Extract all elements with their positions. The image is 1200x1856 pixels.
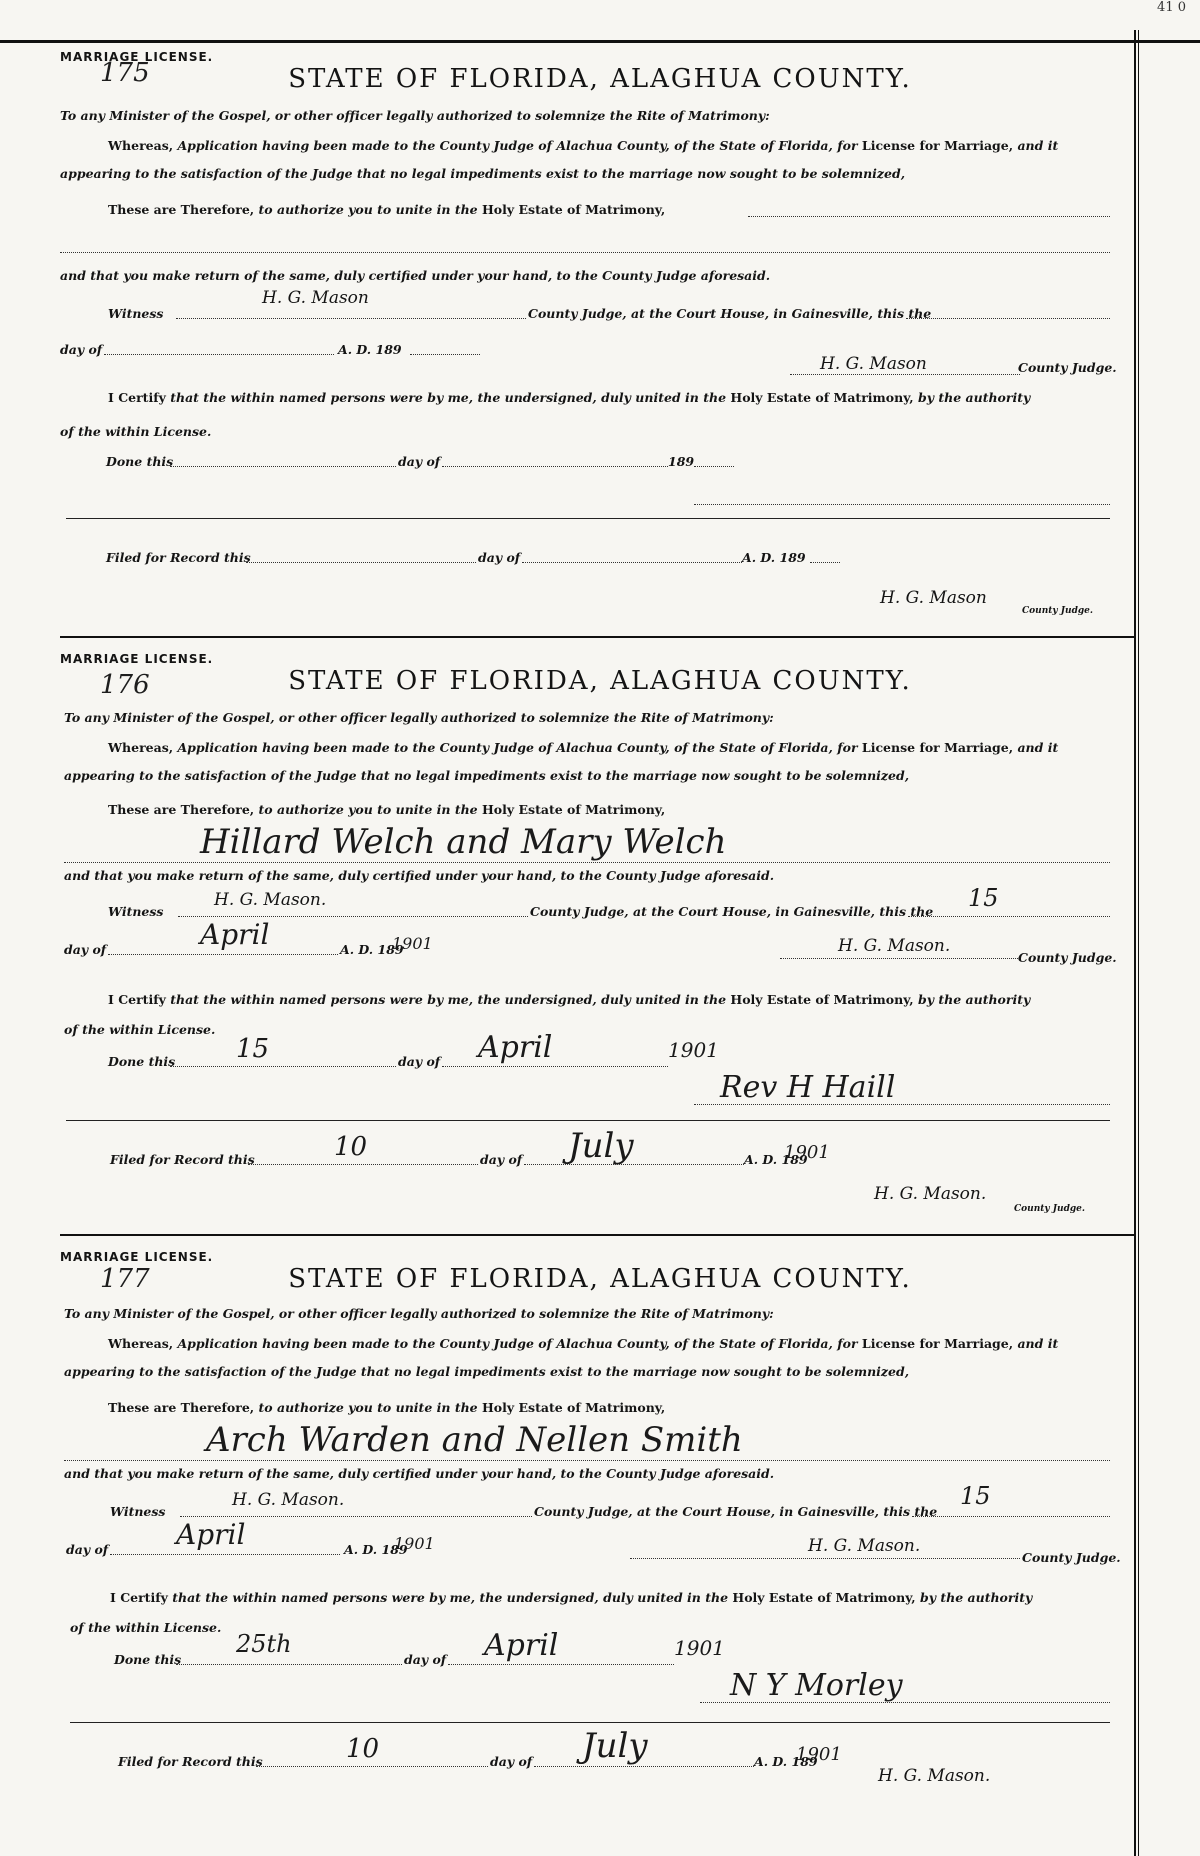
filed-ad-label: A. D. 189 — [742, 550, 806, 565]
page-number: 41 0 — [1157, 0, 1186, 15]
filed-day-of-label: day of — [490, 1754, 533, 1769]
month-blank — [108, 954, 338, 955]
filed-year-blank — [810, 562, 840, 563]
done-year: 1901 — [668, 1038, 719, 1062]
done-month-blank — [442, 1066, 668, 1067]
divider-rule — [70, 1722, 1110, 1723]
filed-year: 1901 — [784, 1142, 830, 1163]
done-day-blank — [170, 1066, 396, 1067]
names-blank-1 — [748, 216, 1110, 217]
divider-rule — [66, 1120, 1110, 1121]
done-month: April — [478, 1030, 553, 1065]
judge-signature: H. G. Mason. — [838, 936, 951, 956]
certify-line: I Certify that the within named persons were by me, the undersigned, duly united in the Holy Estate of Matrimony, by the authority — [108, 390, 1031, 405]
filed-ad-label: A. D. 189 — [754, 1754, 818, 1769]
done-year-label: 189 — [668, 454, 695, 469]
county-judge-court-line: County Judge, at the Court House, in Gainesville, this the — [530, 904, 934, 919]
done-this-label: Done this — [106, 454, 174, 469]
these-line: These are Therefore, to authorize you to unite in the Holy Estate of Matrimony, — [108, 202, 666, 217]
witness-label: Witness — [110, 1504, 166, 1519]
witness-day: 15 — [960, 1482, 991, 1510]
names-blank-2 — [60, 252, 1110, 253]
filed-label: Filed for Record this — [118, 1754, 263, 1769]
filed-day: 10 — [334, 1132, 368, 1162]
ad-label: A. D. 189 — [340, 942, 404, 957]
filed-judge-signature: H. G. Mason. — [874, 1184, 987, 1204]
county-judge-small: County Judge. — [1014, 1204, 1086, 1214]
officiant-signature: Rev H Haill — [720, 1070, 896, 1105]
filed-day-blank — [246, 562, 476, 563]
judge-signature: H. G. Mason. — [808, 1536, 921, 1556]
judge-blank — [780, 958, 1020, 959]
county-judge-label: County Judge. — [1018, 360, 1117, 375]
within-license-line: of the within License. — [60, 424, 212, 439]
done-day: 15 — [236, 1034, 270, 1064]
within-license-line: of the within License. — [64, 1022, 216, 1037]
ad-label: A. D. 189 — [344, 1542, 408, 1557]
license-number: 175 — [100, 58, 150, 88]
whereas-line: Whereas, Application having been made to the County Judge of Alachua County, of the State of Florida, for License for Marriage, and it — [108, 740, 1059, 755]
witness-blank — [178, 916, 528, 917]
appearing-line: appearing to the satisfaction of the Judge that no legal impediments exist to the marriage now sought to be solemnized, — [64, 768, 910, 783]
officiant-signature: N Y Morley — [730, 1668, 903, 1703]
marriage-license-label: MARRIAGE LICENSE. — [60, 1250, 214, 1264]
return-line: and that you make return of the same, duly certified under your hand, to the County Judge aforesaid. — [64, 1466, 775, 1481]
done-this-label: Done this — [108, 1054, 176, 1069]
certify-line: I Certify that the within named persons were by me, the undersigned, duly united in the Holy Estate of Matrimony, by the authority — [108, 992, 1031, 1007]
done-month: April — [484, 1628, 559, 1663]
filed-label: Filed for Record this — [110, 1152, 255, 1167]
these-line: These are Therefore, to authorize you to unite in the Holy Estate of Matrimony, — [108, 802, 666, 817]
witness-day-blank — [912, 1516, 1110, 1517]
filed-judge-signature: H. G. Mason. — [878, 1766, 991, 1786]
witness-label: Witness — [108, 904, 164, 919]
to-any-line: To any Minister of the Gospel, or other officer legally authorized to solemnize the Rite of Matrimony: — [64, 710, 774, 725]
day-of-label: day of — [60, 342, 103, 357]
filed-month-blank — [524, 1164, 744, 1165]
filed-month: July — [568, 1126, 634, 1166]
section-divider-1 — [60, 636, 1134, 638]
license-year: 1901 — [392, 934, 433, 953]
county-judge-small: County Judge. — [1022, 606, 1094, 616]
witness-day-blank — [906, 318, 1110, 319]
filed-day-blank — [256, 1766, 488, 1767]
right-margin-rule-2 — [1138, 30, 1139, 1856]
divider-rule — [66, 518, 1110, 519]
county-judge-label: County Judge. — [1022, 1550, 1121, 1565]
section-divider-2 — [60, 1234, 1134, 1236]
month-blank — [110, 1554, 340, 1555]
state-heading: STATE OF FLORIDA, ALAGHUA COUNTY. — [288, 1264, 912, 1294]
officiant-blank — [700, 1702, 1110, 1703]
filed-judge-signature: H. G. Mason — [880, 588, 987, 608]
done-day-blank — [176, 1664, 402, 1665]
to-any-line: To any Minister of the Gospel, or other officer legally authorized to solemnize the Rite of Matrimony: — [64, 1306, 774, 1321]
return-line: and that you make return of the same, duly certified under your hand, to the County Judge aforesaid. — [64, 868, 775, 883]
filed-day-of-label: day of — [480, 1152, 523, 1167]
witness-signature: H. G. Mason — [262, 288, 369, 308]
month-blank — [104, 354, 334, 355]
done-day: 25th — [236, 1630, 292, 1658]
within-license-line: of the within License. — [70, 1620, 222, 1635]
license-number: 176 — [100, 670, 150, 700]
done-day-of-label: day of — [398, 1054, 441, 1069]
witness-day-blank — [908, 916, 1110, 917]
witness-signature: H. G. Mason. — [214, 890, 327, 910]
license-month: April — [200, 918, 270, 951]
witness-day: 15 — [968, 884, 999, 912]
officiant-blank — [694, 504, 1110, 505]
certify-line: I Certify that the within named persons were by me, the undersigned, duly united in the Holy Estate of Matrimony, by the authority — [110, 1590, 1033, 1605]
officiant-blank — [694, 1104, 1110, 1105]
county-judge-court-line: County Judge, at the Court House, in Gainesville, this the — [534, 1504, 938, 1519]
filed-label: Filed for Record this — [106, 550, 251, 565]
filed-day-of-label: day of — [478, 550, 521, 565]
couple-names: Hillard Welch and Mary Welch — [200, 822, 727, 862]
return-line: and that you make return of the same, duly certified under your hand, to the County Judge aforesaid. — [60, 268, 771, 283]
done-day-blank — [170, 466, 396, 467]
done-year-blank — [694, 466, 734, 467]
state-heading: STATE OF FLORIDA, ALAGHUA COUNTY. — [288, 666, 912, 696]
judge-blank — [630, 1558, 1020, 1559]
witness-blank — [180, 1516, 532, 1517]
done-this-label: Done this — [114, 1652, 182, 1667]
year-blank — [410, 354, 480, 355]
whereas-line: Whereas, Application having been made to the County Judge of Alachua County, of the State of Florida, for License for Marriage, and it — [108, 1336, 1059, 1351]
marriage-license-label: MARRIAGE LICENSE. — [60, 652, 214, 666]
day-of-label: day of — [64, 942, 107, 957]
names-blank — [64, 862, 1110, 863]
ad-label: A. D. 189 — [338, 342, 402, 357]
couple-names: Arch Warden and Nellen Smith — [206, 1420, 743, 1460]
filed-day-blank — [248, 1164, 478, 1165]
filed-month: July — [582, 1726, 648, 1766]
filed-month-blank — [522, 562, 742, 563]
these-line: These are Therefore, to authorize you to unite in the Holy Estate of Matrimony, — [108, 1400, 666, 1415]
done-month-blank — [448, 1664, 674, 1665]
license-number: 177 — [100, 1264, 150, 1294]
names-blank — [64, 1460, 1110, 1461]
right-margin-rule — [1134, 30, 1136, 1856]
witness-label: Witness — [108, 306, 164, 321]
judge-signature: H. G. Mason — [820, 354, 927, 374]
filed-year: 1901 — [796, 1744, 842, 1765]
appearing-line: appearing to the satisfaction of the Judge that no legal impediments exist to the marriage now sought to be solemnized, — [64, 1364, 910, 1379]
whereas-line: Whereas, Application having been made to the County Judge of Alachua County, of the State of Florida, for License for Marriage, and it — [108, 138, 1059, 153]
top-rule — [0, 40, 1200, 43]
done-day-of-label: day of — [404, 1652, 447, 1667]
to-any-line: To any Minister of the Gospel, or other officer legally authorized to solemnize the Rite of Matrimony: — [60, 108, 770, 123]
appearing-line: appearing to the satisfaction of the Judge that no legal impediments exist to the marriage now sought to be solemnized, — [60, 166, 906, 181]
license-year: 1901 — [394, 1534, 435, 1553]
done-year: 1901 — [674, 1636, 725, 1660]
county-judge-court-line: County Judge, at the Court House, in Gainesville, this the — [528, 306, 932, 321]
license-month: April — [176, 1518, 246, 1551]
marriage-license-label: MARRIAGE LICENSE. — [60, 50, 214, 64]
filed-ad-label: A. D. 189 — [744, 1152, 808, 1167]
witness-blank — [176, 318, 526, 319]
filed-day: 10 — [346, 1734, 380, 1764]
done-month-blank — [442, 466, 668, 467]
judge-blank — [790, 374, 1020, 375]
filed-month-blank — [534, 1766, 754, 1767]
day-of-label: day of — [66, 1542, 109, 1557]
done-day-of-label: day of — [398, 454, 441, 469]
state-heading: STATE OF FLORIDA, ALAGHUA COUNTY. — [288, 64, 912, 94]
county-judge-label: County Judge. — [1018, 950, 1117, 965]
witness-signature: H. G. Mason. — [232, 1490, 345, 1510]
